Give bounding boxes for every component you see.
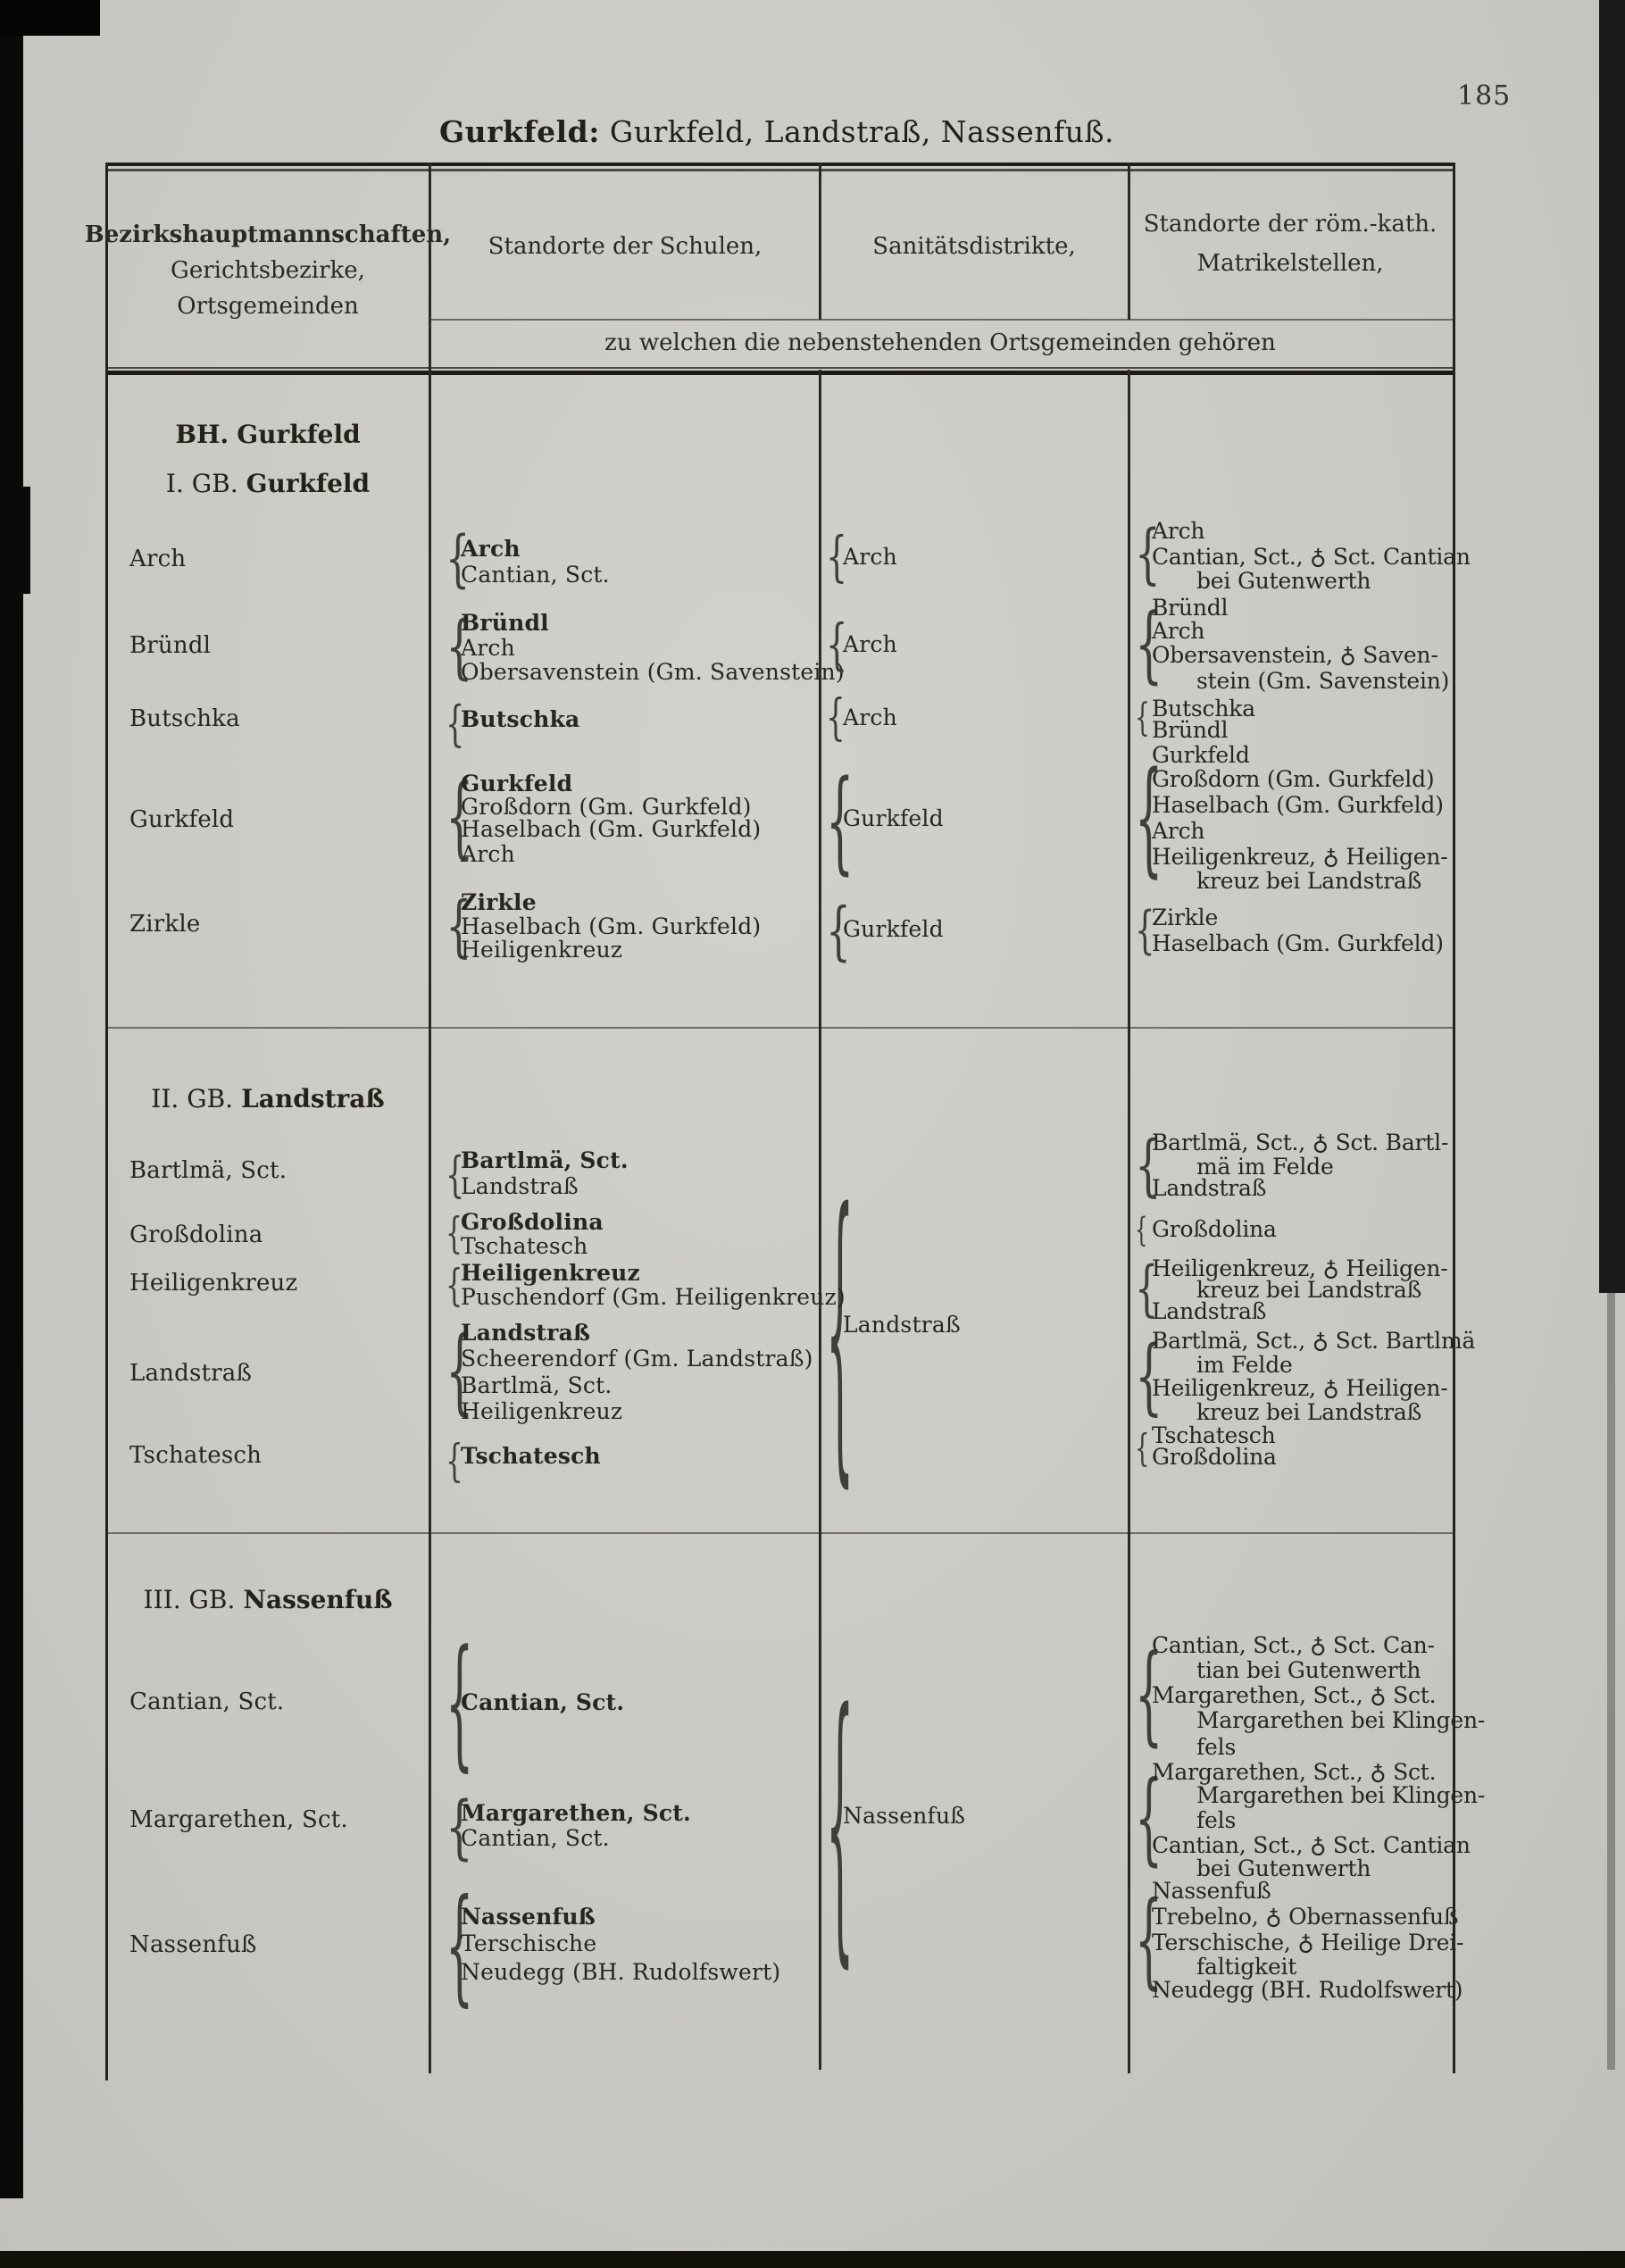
parish-entries-brace-icon: { (1135, 745, 1163, 889)
school-entry: Arch (461, 635, 515, 661)
column-divider-1 (429, 163, 431, 2073)
commune-name: Nassenfuß (129, 1931, 257, 1958)
school-entry: Landstraß (461, 1320, 591, 1346)
school-entry: Arch (461, 536, 521, 562)
parish-register-entry: Haselbach (Gm. Gurkfeld) (1152, 930, 1444, 956)
parish-register-entry: stein (Gm. Savenstein) (1196, 668, 1450, 694)
school-entry: Butschka (461, 706, 580, 732)
parish-register-entry: mä im Felde (1196, 1154, 1334, 1180)
sanitary-district: Arch (843, 544, 897, 570)
parish-register-entry: bei Gutenwerth (1196, 568, 1371, 594)
scan-artifact-bottom-edge (0, 2251, 1625, 2268)
scan-artifact-right-band-lower (1607, 1293, 1615, 2070)
school-entries-brace-icon: { (446, 1208, 462, 1258)
parish-register-entry: Bartlmä, Sct., ♁ Sct. Bartlmä (1152, 1328, 1476, 1354)
commune-name: Butschka (129, 705, 240, 732)
parish-entries-brace-icon: { (1135, 1760, 1163, 1876)
school-entry: Cantian, Sct. (461, 1689, 625, 1715)
scan-artifact-top-left (0, 0, 100, 36)
school-entries-brace-icon: { (446, 887, 472, 965)
school-entries-brace-icon: { (446, 696, 465, 752)
school-entry: Heiligenkreuz (461, 1260, 640, 1286)
parish-register-entry: fels (1196, 1807, 1237, 1833)
commune-name: Tschatesch (129, 1442, 262, 1469)
sanitary-district-brace-icon: { (826, 756, 854, 886)
parish-register-entry: Bründl (1152, 717, 1229, 743)
commune-name: Bartlmä, Sct. (129, 1157, 288, 1184)
column-divider-3-top (1128, 163, 1130, 320)
table-border-top-outer (105, 163, 1455, 166)
parish-register-entry: kreuz bei Landstraß (1196, 868, 1422, 894)
sanitary-district: Nassenfuß (843, 1803, 966, 1829)
parish-register-entry: Arch (1152, 518, 1205, 544)
school-entries-brace-icon: { (446, 607, 473, 688)
document-title-district: Gurkfeld: (438, 114, 600, 149)
parish-register-entry: Heiligenkreuz, ♁ Heiligen- (1152, 1255, 1448, 1281)
column-header-parish-1: Standorte der röm.-kath. (1143, 211, 1438, 238)
sanitary-district-brace-icon: { (826, 688, 846, 746)
parish-register-entry: Margarethen, Sct., ♁ Sct. (1152, 1682, 1437, 1708)
parish-register-entry: Großdolina (1152, 1216, 1277, 1242)
sanitary-district: Gurkfeld (843, 916, 944, 942)
column-divider-2-top (819, 163, 821, 320)
sanitary-district-brace-icon: { (826, 894, 852, 968)
commune-name: Cantian, Sct. (129, 1688, 285, 1715)
parish-register-entry: Cantian, Sct., ♁ Sct. Cantian (1152, 544, 1471, 570)
parish-register-entry: Margarethen, Sct., ♁ Sct. (1152, 1759, 1437, 1785)
sanitary-district-brace-icon: { (826, 612, 848, 677)
column-header-communes: Ortsgemeinden (177, 293, 359, 320)
school-entry: Nassenfuß (461, 1904, 596, 1930)
school-entry: Arch (461, 841, 515, 867)
school-entries-brace-icon: { (446, 1872, 474, 2019)
sanitary-district: Gurkfeld (843, 805, 944, 831)
column-header-parish-2: Matrikelstellen, (1196, 250, 1384, 277)
school-entry: Haselbach (Gm. Gurkfeld) (461, 816, 762, 842)
parish-entries-brace-icon: { (1135, 596, 1163, 693)
school-entry: Bartlmä, Sct. (461, 1372, 612, 1398)
parish-entries-brace-icon: { (1135, 1126, 1162, 1205)
section-heading-prefix: I. GB. (165, 469, 238, 498)
document-title-rest: Gurkfeld, Landstraß, Nassenfuß. (599, 114, 1115, 149)
school-entry: Cantian, Sct. (461, 1825, 610, 1851)
parish-register-entry: kreuz bei Landstraß (1196, 1399, 1422, 1425)
parish-register-entry: Terschische, ♁ Heilige Drei- (1152, 1930, 1464, 1955)
parish-register-entry: Obersavenstein, ♁ Saven- (1152, 642, 1438, 668)
table-border-left (105, 163, 108, 2080)
parish-register-entry: Neudegg (BH. Rudolfswert) (1152, 1977, 1463, 2003)
school-entry: Großdolina (461, 1209, 604, 1235)
section-heading (175, 420, 360, 450)
column-header-schools: Standorte der Schulen, (488, 233, 762, 260)
parish-register-entry: Landstraß (1152, 1298, 1267, 1324)
parish-register-entry: Landstraß (1152, 1175, 1267, 1201)
school-entry: Heiligenkreuz (461, 937, 623, 963)
commune-name: Landstraß (129, 1360, 253, 1387)
school-entry: Haselbach (Gm. Gurkfeld) (461, 913, 762, 939)
school-entry: Zirkle (461, 889, 537, 915)
school-entry: Landstraß (461, 1173, 579, 1199)
column-header-district: Bezirkshauptmannschaften, (84, 221, 452, 248)
section-heading-prefix: III. GB. (143, 1585, 236, 1614)
school-entries-brace-icon: { (446, 1435, 463, 1487)
column-header-sanitary: Sanitätsdistrikte, (872, 233, 1076, 260)
section-heading-name: Landstraß (241, 1084, 385, 1113)
sanitary-district: Arch (843, 631, 897, 657)
school-entry: Puschendorf (Gm. Heiligenkreuz) (461, 1284, 846, 1310)
section-divider-2 (105, 1532, 1454, 1534)
parish-register-entry: Arch (1152, 618, 1205, 644)
school-entry: Terschische (461, 1930, 597, 1956)
parish-entries-brace-icon: { (1135, 901, 1155, 960)
parish-entries-brace-icon: { (1135, 1211, 1148, 1249)
school-entries-brace-icon: { (446, 1788, 473, 1868)
school-entry: Bründl (461, 610, 549, 636)
parish-register-entry: Gurkfeld (1152, 742, 1250, 768)
commune-name: Arch (129, 546, 187, 572)
sanitary-district-brace-icon: { (826, 525, 848, 588)
header-bottom-rule-thin (105, 367, 1455, 369)
school-entries-brace-icon: { (446, 1147, 465, 1203)
section-heading-prefix: II. GB. (151, 1084, 234, 1113)
column-header-court: Gerichtsbezirke, (171, 257, 365, 284)
parish-register-entry: kreuz bei Landstraß (1196, 1277, 1422, 1303)
header-bottom-rule-thick (105, 371, 1455, 375)
commune-name: Gurkfeld (129, 806, 235, 833)
parish-entries-brace-icon: { (1135, 1426, 1150, 1470)
parish-entries-brace-icon: { (1135, 1880, 1163, 2000)
column-divider-2 (819, 370, 821, 2070)
parish-entries-brace-icon: { (1135, 696, 1150, 740)
school-entry: Bartlmä, Sct. (461, 1147, 629, 1173)
commune-name: Bründl (129, 632, 212, 659)
section-heading (166, 469, 370, 499)
section-heading-name: Gurkfeld (237, 420, 361, 449)
sanitary-district-brace-icon: { (826, 1652, 854, 1992)
parish-register-entry: Haselbach (Gm. Gurkfeld) (1152, 792, 1444, 818)
section-heading-name: Nassenfuß (243, 1585, 393, 1614)
parish-register-entry: Margarethen bei Klingen- (1196, 1707, 1486, 1733)
header-span-note: zu welchen die nebenstehenden Ortsgemeinden gehören (604, 329, 1276, 356)
parish-entries-brace-icon: { (1135, 516, 1161, 592)
parish-register-entry: Margarethen bei Klingen- (1196, 1782, 1486, 1808)
parish-register-entry: Großdorn (Gm. Gurkfeld) (1152, 766, 1435, 792)
school-entry: Gurkfeld (461, 771, 573, 796)
section-heading (144, 1585, 393, 1615)
parish-register-entry: tian bei Gutenwerth (1196, 1657, 1421, 1683)
school-entries-brace-icon: { (446, 1316, 474, 1425)
sanitary-district: Arch (843, 705, 897, 730)
commune-name: Heiligenkreuz (129, 1270, 298, 1297)
section-divider-1 (105, 1027, 1454, 1029)
parish-register-entry: Heiligenkreuz, ♁ Heiligen- (1152, 844, 1448, 870)
school-entry: Tschatesch (461, 1233, 588, 1259)
section-heading-name: Gurkfeld (246, 469, 371, 498)
school-entry: Cantian, Sct. (461, 562, 610, 588)
page-number: 185 (1457, 80, 1512, 112)
school-entries-brace-icon: { (446, 523, 471, 595)
commune-name: Margarethen, Sct. (129, 1806, 348, 1833)
school-entry: Großdorn (Gm. Gurkfeld) (461, 794, 752, 820)
school-entry: Tschatesch (461, 1443, 601, 1469)
parish-entries-brace-icon: { (1135, 1254, 1159, 1323)
commune-name: Zirkle (129, 911, 201, 938)
parish-register-entry: Tschatesch (1152, 1422, 1276, 1448)
parish-register-entry: Nassenfuß (1152, 1878, 1271, 1904)
column-divider-3 (1128, 370, 1130, 2073)
header-span-divider (429, 319, 1455, 321)
school-entries-brace-icon: { (446, 1620, 474, 1785)
parish-register-entry: Arch (1152, 818, 1205, 844)
parish-register-entry: faltigkeit (1196, 1954, 1297, 1980)
school-entry: Obersavenstein (Gm. Savenstein) (461, 659, 845, 685)
parish-register-entry: Butschka (1152, 696, 1255, 721)
parish-register-entry: Cantian, Sct., ♁ Sct. Cantian (1152, 1832, 1471, 1858)
parish-register-entry: Bartlmä, Sct., ♁ Sct. Bartl- (1152, 1130, 1449, 1155)
parish-register-entry: fels (1196, 1734, 1237, 1760)
school-entries-brace-icon: { (446, 1260, 463, 1311)
parish-register-entry: Heiligenkreuz, ♁ Heiligen- (1152, 1375, 1448, 1401)
document-title (439, 114, 1114, 149)
table-border-top-inner (105, 169, 1455, 171)
school-entry: Margarethen, Sct. (461, 1800, 691, 1826)
school-entry: Heiligenkreuz (461, 1398, 623, 1424)
parish-register-entry: Zirkle (1152, 905, 1219, 930)
scan-artifact-right-band (1599, 0, 1625, 1293)
sanitary-district: Landstraß (843, 1312, 961, 1338)
binding-shadow-left (0, 0, 23, 2198)
parish-entries-brace-icon: { (1135, 1631, 1163, 1757)
parish-entries-brace-icon: { (1135, 1328, 1163, 1424)
school-entry: Neudegg (BH. Rudolfswert) (461, 1959, 781, 1985)
school-entry: Scheerendorf (Gm. Landstraß) (461, 1346, 813, 1372)
parish-register-entry: im Felde (1196, 1352, 1293, 1378)
parish-register-entry: Großdolina (1152, 1444, 1277, 1470)
school-entries-brace-icon: { (446, 766, 474, 869)
commune-name: Großdolina (129, 1222, 263, 1248)
parish-register-entry: Bründl (1152, 595, 1229, 621)
section-heading (151, 1084, 384, 1114)
scan-artifact-left-bump (0, 487, 30, 594)
sanitary-district-brace-icon: { (826, 1147, 854, 1513)
parish-register-entry: bei Gutenwerth (1196, 1855, 1371, 1881)
parish-register-entry: Cantian, Sct., ♁ Sct. Can- (1152, 1632, 1435, 1658)
parish-register-entry: Trebelno, ♁ Obernassenfuß (1152, 1904, 1459, 1930)
section-heading-prefix: BH. (175, 420, 229, 449)
